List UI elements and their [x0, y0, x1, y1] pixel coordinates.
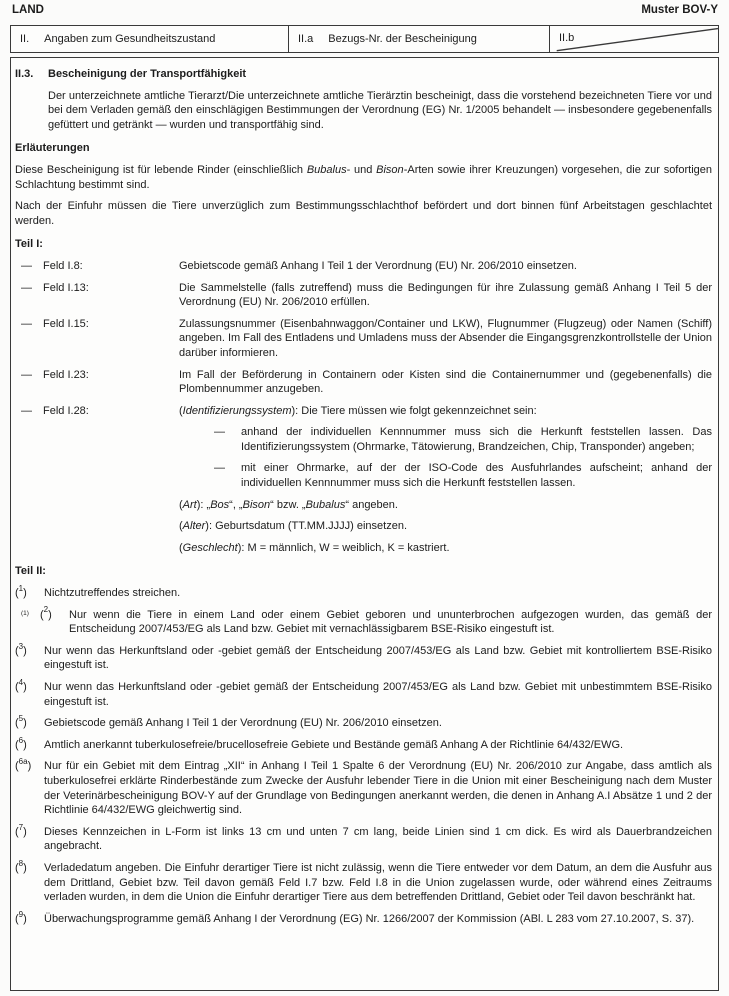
field-text: Gebietscode gemäß Anhang I Teil 1 der Verordnung (EU) Nr. 206/2010 einsetzen. [179, 259, 577, 272]
erlaeuterungen-heading: Erläuterungen [15, 142, 90, 155]
footnote-marker: ($^8$) [15, 858, 27, 874]
header-cell-label: Angaben zum Gesundheitszustand [44, 32, 216, 45]
dash-marker: — [21, 368, 32, 381]
dash-marker: — [214, 426, 225, 439]
field-label: Feld I.23: [43, 368, 89, 381]
country-label: LAND [12, 4, 44, 16]
footnote-text: Gebietscode gemäß Anhang I Teil 1 der Verordnung (EU) Nr. 206/2010 einsetzen. [44, 717, 442, 730]
field-row-I28 [15, 404, 712, 556]
field-label: Feld I.28: [43, 404, 89, 417]
field-label: Feld I.13: [43, 281, 89, 294]
footnote-marker: ($^6$) [15, 735, 27, 751]
footnote-marker: ($^7$) [15, 822, 27, 838]
footnote-marker: ($^1$) [15, 583, 27, 600]
field-I28-subitem-1 [179, 425, 712, 454]
footnote-marker: ($^4$) [15, 677, 27, 693]
header-cell-iib [550, 26, 718, 52]
header-cell-number: II. [20, 32, 30, 45]
section-number: II.3. [15, 68, 34, 80]
field-text: Zulassungsnummer (Eisenbahnwaggon/Container und LKW), Flugnummer (Flugzeug) oder Namen (Schiff) angeben. Im Fall des Entladens und Umladens muss der Absender die Eingangsgrenzkontrollstelle der Union darüber informieren. [179, 317, 712, 359]
footnote-text: Nur wenn das Herkunftsland oder -gebiet gemäß der Entscheidung 2007/453/EG als Land bzw. Gebiet mit kontrolliertem BSE-Risiko eingestuft ist. [44, 644, 712, 672]
footnote-text: Nur für ein Gebiet mit dem Eintrag „XII“ in Anhang I Teil 1 Spalte 6 der Verordnung (EU) Nr. 206/2010 zur Angabe, dass amtlich als tuberkulosefrei erklärte Rinderbestände zum Zwecke der Ausfuhr lebender Tiere in die Union mit einer Bescheinigung nach dem Muster der Veterinärbescheinigung BOV-Y auf der Grundlage von Bedingungen anerkannt werden, die denen in Anhang A.I Absätze 1 und 2 der Richtlinie 64/432/EWG gleichwertig sind. [44, 760, 712, 817]
dash-marker: — [21, 259, 32, 272]
section-II3-heading [15, 67, 712, 82]
erlaeuterungen-para-1: Diese Bescheinigung ist für lebende Rinder (einschließlich Bubalus- und Bison-Arten sowie ihrer Kreuzungen) vorgesehen, die zur sofortigen Schlachtung bestimmt sind. [15, 163, 712, 191]
teil2-heading: Teil II: [15, 565, 46, 578]
model-label: Muster BOV-Y [641, 4, 718, 16]
diagonal-strike-line [550, 26, 718, 52]
field-row-I8 [15, 259, 712, 274]
header-cell-number: II.a [298, 32, 314, 45]
header-cell-reference-number [289, 26, 550, 52]
section-II3-body: Der unterzeichnete amtliche Tierarzt/Die unterzeichnete amtliche Tierärztin bescheinigt, dass die vorstehend bezeichneten Tiere vor und bei dem Verladen gemäß den einschlägigen Bestimmungen der Verordnung (EG) Nr. 1/2005 behandelt — insbesondere gegebenenfalls gefüttert und getränkt — wurden und transportfähig sind. [48, 89, 712, 131]
erlaeuterungen-para-2: Nach der Einfuhr müssen die Tiere unverzüglich zum Bestimmungsschlachthof befördert und dort binnen fünf Arbeitstagen geschlachtet werden. [15, 200, 712, 227]
header-cell-health-info [11, 26, 289, 52]
field-row-I23 [15, 368, 712, 397]
footnote-margin-mark: (1) [21, 609, 29, 617]
field-I28-geschlecht-line: (Geschlecht): M = männlich, W = weiblich, K = kastriert. [179, 541, 450, 554]
footnote-row-1 [15, 583, 712, 601]
footnote-text: Nur wenn das Herkunftsland oder -gebiet gemäß der Entscheidung 2007/453/EG als Land bzw. Gebiet mit unbestimmtem BSE-Risiko eingestuft ist. [44, 681, 712, 708]
field-row-I15 [15, 317, 712, 361]
header-cell-number: II.b [559, 32, 575, 44]
field-I28-art-line: (Art): „Bos“, „Bison“ bzw. „Bubalus“ angeben. [179, 498, 398, 511]
footnote-text: Amtlich anerkannt tuberkulosefreie/brucellosefreie Gebiete und Bestände gemäß Anhang A der Richtlinie 64/432/EWG. [44, 738, 624, 751]
section-title: Bescheinigung der Transportfähigkeit [48, 68, 247, 80]
footnote-text: Dieses Kennzeichen in L-Form ist links 13 cm und unten 7 cm lang, beide Linien sind 1 cm dick. Es wird als Dauerbrandzeichen angebracht. [44, 825, 712, 853]
footnote-marker: ($^{6a}$) [15, 757, 32, 773]
footnote-marker: ($^5$) [15, 714, 27, 730]
footnote-row-5 [15, 716, 712, 731]
footnote-row-9 [15, 909, 712, 927]
subitem-text: mit einer Ohrmarke, auf der der ISO-Code des Ausfuhrlandes aufscheint; anhand der individuellen Kennnummer muss sich die Herkunft feststellen lassen. [241, 462, 712, 490]
field-row-I13 [15, 281, 712, 310]
field-text: Die Sammelstelle (falls zutreffend) muss die Bedingungen für ihre Zulassung gemäß Anhang I Teil 5 der Verordnung (EU) Nr. 206/2010 erfüllen. [179, 281, 712, 309]
footnote-text: Überwachungsprogramme gemäß Anhang I der Verordnung (EG) Nr. 1266/2007 der Kommission (ABl. L 283 vom 27.10.2007, S. 37). [44, 912, 695, 925]
field-I28-subitem-2 [179, 461, 712, 490]
footnote-row-4 [15, 677, 712, 709]
footnote-row-6 [15, 735, 712, 753]
field-label: Feld I.8: [43, 259, 83, 272]
footnote-row-6a [15, 759, 712, 817]
field-text: Im Fall der Beförderung in Containern oder Kisten sind die Containernummer und (gegebenenfalls) die Plombennummer anzugeben. [179, 368, 712, 396]
field-I28-content [179, 404, 712, 556]
footnote-row-2 [15, 605, 712, 637]
footnote-text: Nichtzutreffendes streichen. [44, 587, 181, 600]
field-I28-alter-line: (Alter): Geburtsdatum (TT.MM.JJJJ) einsetzen. [179, 520, 408, 533]
subitem-text: anhand der individuellen Kennnummer muss sich die Herkunft feststellen lassen. Das Identifizierungssystem (Ohrmarke, Tätowierung, Brandzeichen, Chip, Transponder) angeben; [241, 426, 712, 453]
certificate-body [10, 57, 719, 991]
dash-marker: — [21, 404, 32, 417]
footnote-marker: ($^3$) [15, 641, 27, 657]
teil1-heading: Teil I: [15, 238, 43, 251]
footnote-row-3 [15, 641, 712, 673]
dash-marker: — [214, 462, 225, 475]
field-I28-intro: (Identifizierungssystem): Die Tiere müssen wie folgt gekennzeichnet sein: [179, 404, 537, 417]
dash-marker: — [21, 281, 32, 294]
header-cell-label: Bezugs-Nr. der Bescheinigung [328, 32, 477, 45]
footnote-row-7 [15, 822, 712, 854]
footnote-text: Verladedatum angeben. Die Einfuhr derartiger Tiere ist nicht zulässig, wenn die Tiere entweder vor dem Datum, an dem die Ausfuhr aus dem Drittland, Gebiet bzw. Teil davon gemäß Feld I.7 bzw. Feld I.8 in die Union zugelassen wurde, oder während eines Zeitraums verladen wurden, in dem die Union die Einfuhr derartiger Tiere aus dem betreffenden Drittland, Gebiet oder Teil davon beschränkt hat. [44, 861, 712, 904]
dash-marker: — [21, 317, 32, 330]
footnote-text: Nur wenn die Tiere in einem Land oder einem Gebiet geboren und ununterbrochen aufgezogen wurden, das gemäß der Entscheidung 2007/453/EG als Land bzw. Gebiet mit vernachlässigbarem BSE-Risiko eingestuft ist. [69, 608, 712, 636]
footnote-marker: ($^2$) [40, 605, 52, 621]
footnote-marker: ($^9$) [15, 909, 27, 925]
certificate-header-table [10, 25, 719, 53]
page-header [12, 3, 718, 18]
footnote-row-8 [15, 858, 712, 905]
field-label: Feld I.15: [43, 317, 89, 330]
